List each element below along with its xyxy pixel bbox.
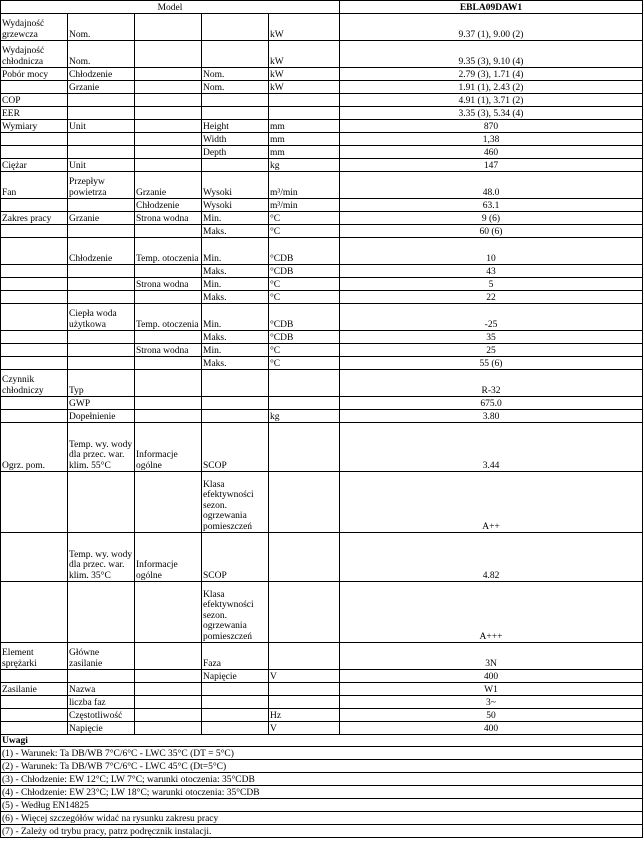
label-cell: Nom.	[68, 41, 135, 68]
label-cell	[68, 472, 135, 533]
label-cell	[1, 331, 68, 344]
table-row	[1, 533, 643, 582]
value-cell: 400	[340, 722, 643, 735]
label-cell: mm	[269, 133, 340, 146]
label-cell	[68, 107, 135, 120]
label-cell	[1, 357, 68, 370]
value-cell: 675.0	[340, 397, 643, 410]
label-cell: Width	[202, 133, 269, 146]
label-cell: Temp. wy. wody dla przec. war. klim. 55°C	[68, 423, 135, 472]
note-item: (7) - Zależy od trybu pracy, patrz podręcznik instalacji.	[1, 825, 643, 838]
label-cell: Zasilanie	[1, 683, 68, 696]
label-cell: Strona wodna	[135, 212, 202, 225]
table-row	[1, 582, 643, 643]
value-cell: 9.37 (1), 9.00 (2)	[340, 14, 643, 41]
table-row	[1, 278, 643, 291]
label-cell	[269, 582, 340, 643]
label-cell: Wysoki	[202, 199, 269, 212]
note-item: (6) - Więcej szczegółów widać na rysunku zakresu pracy	[1, 812, 643, 825]
label-cell	[135, 696, 202, 709]
label-cell: Ogrz. pom.	[1, 423, 68, 472]
table-row	[1, 410, 643, 423]
label-cell: Częstotliwość	[68, 709, 135, 722]
table-row	[1, 14, 643, 41]
table-row	[1, 265, 643, 278]
label-cell: Czynnik chłodniczy	[1, 370, 68, 397]
label-cell	[1, 670, 68, 683]
label-cell	[135, 291, 202, 304]
value-cell: -25	[340, 304, 643, 331]
label-cell: Wysoki	[202, 172, 269, 199]
label-cell: Grzanie	[68, 212, 135, 225]
value-cell: 9.35 (3), 9.10 (4)	[340, 41, 643, 68]
label-cell: °CDB	[269, 304, 340, 331]
label-cell	[68, 582, 135, 643]
label-cell	[68, 291, 135, 304]
value-cell: 1.91 (1), 2.43 (2)	[340, 81, 643, 94]
table-row	[1, 304, 643, 331]
label-cell: mm	[269, 146, 340, 159]
label-cell: Dopełnienie	[68, 410, 135, 423]
value-cell: 25	[340, 344, 643, 357]
label-cell: Chłodzenie	[68, 68, 135, 81]
table-row	[1, 120, 643, 133]
label-cell	[1, 265, 68, 278]
label-cell: V	[269, 670, 340, 683]
label-cell: °CDB	[269, 331, 340, 344]
label-cell: V	[269, 722, 340, 735]
label-cell: °CDB	[269, 265, 340, 278]
value-cell: 2.79 (3), 1.71 (4)	[340, 68, 643, 81]
value-cell: 1,38	[340, 133, 643, 146]
label-cell: Chłodzenie	[135, 199, 202, 212]
label-cell	[202, 107, 269, 120]
label-cell	[135, 370, 202, 397]
label-cell: Przepływ powietrza	[68, 172, 135, 199]
table-row	[1, 683, 643, 696]
label-cell: Min.	[202, 304, 269, 331]
label-cell	[202, 94, 269, 107]
value-cell: 460	[340, 146, 643, 159]
table-row	[1, 709, 643, 722]
value-cell: 3.35 (3), 5.34 (4)	[340, 107, 643, 120]
label-cell: Główne zasilanie	[68, 643, 135, 670]
label-cell: Grzanie	[68, 81, 135, 94]
label-cell	[269, 533, 340, 582]
label-cell	[269, 643, 340, 670]
label-cell: Klasa efektywności sezon. ogrzewania pomieszczeń	[202, 472, 269, 533]
label-cell	[135, 14, 202, 41]
label-cell: Temp. wy. wody dla przec. war. klim. 35°C	[68, 533, 135, 582]
label-cell: Strona wodna	[135, 278, 202, 291]
label-cell: Maks.	[202, 291, 269, 304]
label-cell: °C	[269, 278, 340, 291]
label-cell	[202, 397, 269, 410]
label-cell	[269, 472, 340, 533]
value-cell: A+++	[340, 582, 643, 643]
table-row	[1, 94, 643, 107]
table-row	[1, 159, 643, 172]
table-row	[1, 472, 643, 533]
label-cell	[269, 423, 340, 472]
label-cell: Napięcie	[68, 722, 135, 735]
label-cell: Informacje ogólne	[135, 533, 202, 582]
label-cell: Min.	[202, 212, 269, 225]
note-row	[1, 799, 643, 812]
label-cell	[202, 410, 269, 423]
table-row	[1, 146, 643, 159]
label-cell	[202, 696, 269, 709]
label-cell	[1, 472, 68, 533]
note-item: (5) - Według EN14825	[1, 799, 643, 812]
label-cell	[1, 304, 68, 331]
label-cell	[68, 265, 135, 278]
label-cell	[135, 120, 202, 133]
label-cell	[68, 225, 135, 238]
label-cell	[135, 331, 202, 344]
label-cell	[269, 696, 340, 709]
value-cell: 5	[340, 278, 643, 291]
value-cell: 3N	[340, 643, 643, 670]
label-cell: kW	[269, 41, 340, 68]
table-row	[1, 291, 643, 304]
value-cell: W1	[340, 683, 643, 696]
label-cell: kW	[269, 68, 340, 81]
note-item: (1) - Warunek: Ta DB/WB 7°C/6°C - LWC 35°C (DT = 5°C)	[1, 747, 643, 760]
value-cell: 50	[340, 709, 643, 722]
label-cell	[68, 146, 135, 159]
label-cell	[68, 94, 135, 107]
table-row	[1, 344, 643, 357]
label-cell	[269, 107, 340, 120]
label-cell: Napięcie	[202, 670, 269, 683]
note-item: (4) - Chłodzenie: EW 23°C; LW 18°C; warunki otoczenia: 35°CDB	[1, 786, 643, 799]
label-cell	[202, 159, 269, 172]
note-item: (2) - Warunek: Ta DB/WB 7°C/6°C - LWC 45°C (Dt=5°C)	[1, 760, 643, 773]
label-cell: °C	[269, 225, 340, 238]
label-cell	[1, 291, 68, 304]
label-cell: Hz	[269, 709, 340, 722]
label-cell	[135, 41, 202, 68]
value-cell: 4.82	[340, 533, 643, 582]
label-cell	[135, 410, 202, 423]
label-cell	[1, 133, 68, 146]
label-cell	[202, 14, 269, 41]
note-row	[1, 747, 643, 760]
label-cell	[135, 683, 202, 696]
table-row	[1, 722, 643, 735]
label-cell: kW	[269, 81, 340, 94]
label-cell: GWP	[68, 397, 135, 410]
label-cell: Zakres pracy	[1, 212, 68, 225]
label-cell	[135, 397, 202, 410]
label-cell: m³/min	[269, 172, 340, 199]
label-cell: Depth	[202, 146, 269, 159]
label-cell: Faza	[202, 643, 269, 670]
label-cell: Strona wodna	[135, 344, 202, 357]
table-row	[1, 199, 643, 212]
label-cell: Chłodzenie	[68, 238, 135, 265]
label-cell	[68, 133, 135, 146]
label-cell	[1, 722, 68, 735]
label-cell: Fan	[1, 172, 68, 199]
label-cell	[202, 722, 269, 735]
label-cell	[202, 370, 269, 397]
table-row	[1, 696, 643, 709]
label-cell: Informacje ogólne	[135, 423, 202, 472]
label-cell	[135, 643, 202, 670]
notes-title: Uwagi	[1, 735, 643, 747]
label-cell	[135, 709, 202, 722]
label-cell: EER	[1, 107, 68, 120]
label-cell: Wymiary	[1, 120, 68, 133]
label-cell	[1, 533, 68, 582]
note-item: (3) - Chłodzenie: EW 12°C; LW 7°C; warunki otoczenia: 35°CDB	[1, 773, 643, 786]
label-cell	[135, 225, 202, 238]
label-cell	[1, 225, 68, 238]
value-cell: 22	[340, 291, 643, 304]
label-cell	[135, 146, 202, 159]
label-cell: Nazwa	[68, 683, 135, 696]
note-row	[1, 786, 643, 799]
table-row	[1, 212, 643, 225]
label-cell: °C	[269, 357, 340, 370]
table-row	[1, 68, 643, 81]
value-cell: 10	[340, 238, 643, 265]
value-cell: 4.91 (1), 3.71 (2)	[340, 94, 643, 107]
label-cell: Ciężar	[1, 159, 68, 172]
label-cell: Nom.	[202, 81, 269, 94]
model-value: EBLA09DAW1	[340, 1, 643, 14]
table-row	[1, 670, 643, 683]
label-cell: SCOP	[202, 423, 269, 472]
label-cell: kg	[269, 410, 340, 423]
label-cell	[135, 722, 202, 735]
label-cell: Maks.	[202, 357, 269, 370]
label-cell: °CDB	[269, 238, 340, 265]
label-cell: Nom.	[68, 14, 135, 41]
label-cell: Min.	[202, 278, 269, 291]
label-cell	[1, 199, 68, 212]
value-cell: 55 (6)	[340, 357, 643, 370]
label-cell: Maks.	[202, 331, 269, 344]
table-row	[1, 81, 643, 94]
label-cell	[68, 670, 135, 683]
label-cell: COP	[1, 94, 68, 107]
label-cell: Unit	[68, 120, 135, 133]
value-cell: 870	[340, 120, 643, 133]
label-cell: Height	[202, 120, 269, 133]
label-cell	[135, 107, 202, 120]
label-cell: °C	[269, 344, 340, 357]
label-cell	[135, 133, 202, 146]
label-cell	[269, 683, 340, 696]
label-cell	[68, 331, 135, 344]
label-cell: Wydajność grzewcza	[1, 14, 68, 41]
label-cell: Maks.	[202, 265, 269, 278]
label-cell	[202, 683, 269, 696]
value-cell: 3.44	[340, 423, 643, 472]
table-row	[1, 370, 643, 397]
label-cell	[135, 582, 202, 643]
spec-table-body	[1, 1, 643, 735]
label-cell	[269, 370, 340, 397]
label-cell	[135, 265, 202, 278]
value-cell: 60 (6)	[340, 225, 643, 238]
note-row	[1, 825, 643, 838]
label-cell	[135, 357, 202, 370]
label-cell: °C	[269, 212, 340, 225]
notes	[1, 735, 643, 838]
label-cell	[1, 410, 68, 423]
model-label: Model	[1, 1, 340, 14]
value-cell: 35	[340, 331, 643, 344]
label-cell	[1, 709, 68, 722]
label-cell: Ciepła woda użytkowa	[68, 304, 135, 331]
label-cell: °C	[269, 291, 340, 304]
label-cell	[269, 94, 340, 107]
label-cell	[1, 582, 68, 643]
label-cell: Min.	[202, 238, 269, 265]
value-cell: 3.80	[340, 410, 643, 423]
label-cell: Temp. otoczenia	[135, 238, 202, 265]
label-cell	[135, 94, 202, 107]
label-cell: Nom.	[202, 68, 269, 81]
label-cell	[68, 357, 135, 370]
value-cell: 400	[340, 670, 643, 683]
table-row	[1, 172, 643, 199]
label-cell: kW	[269, 14, 340, 41]
label-cell: SCOP	[202, 533, 269, 582]
value-cell: 48.0	[340, 172, 643, 199]
label-cell	[1, 397, 68, 410]
table-row	[1, 357, 643, 370]
note-row	[1, 773, 643, 786]
note-row	[1, 760, 643, 773]
table-row	[1, 331, 643, 344]
table-row	[1, 238, 643, 265]
table-row	[1, 107, 643, 120]
label-cell	[135, 81, 202, 94]
note-row	[1, 812, 643, 825]
label-cell: m³/min	[269, 199, 340, 212]
label-cell: Klasa efektywności sezon. ogrzewania pomieszczeń	[202, 582, 269, 643]
label-cell	[135, 68, 202, 81]
label-cell	[1, 238, 68, 265]
label-cell: Min.	[202, 344, 269, 357]
label-cell	[68, 344, 135, 357]
label-cell	[68, 199, 135, 212]
value-cell: A++	[340, 472, 643, 533]
label-cell: Typ	[68, 370, 135, 397]
notes-title-row	[1, 735, 643, 747]
label-cell	[68, 278, 135, 291]
value-cell: 147	[340, 159, 643, 172]
label-cell	[135, 159, 202, 172]
label-cell: Grzanie	[135, 172, 202, 199]
label-cell: Pobór mocy	[1, 68, 68, 81]
value-cell: R-32	[340, 370, 643, 397]
table-row	[1, 423, 643, 472]
value-cell: 63.1	[340, 199, 643, 212]
label-cell: Maks.	[202, 225, 269, 238]
label-cell	[1, 81, 68, 94]
label-cell	[1, 278, 68, 291]
table-row	[1, 397, 643, 410]
label-cell	[135, 472, 202, 533]
label-cell	[1, 146, 68, 159]
table-row	[1, 41, 643, 68]
label-cell	[135, 670, 202, 683]
label-cell	[269, 397, 340, 410]
value-cell: 43	[340, 265, 643, 278]
label-cell: liczba faz	[68, 696, 135, 709]
label-cell: mm	[269, 120, 340, 133]
label-cell	[1, 696, 68, 709]
value-cell: 3~	[340, 696, 643, 709]
value-cell: 9 (6)	[340, 212, 643, 225]
label-cell	[202, 709, 269, 722]
table-row	[1, 643, 643, 670]
label-cell: Unit	[68, 159, 135, 172]
label-cell: Element sprężarki	[1, 643, 68, 670]
table-row	[1, 133, 643, 146]
header-row	[1, 1, 643, 14]
label-cell: Temp. otoczenia	[135, 304, 202, 331]
label-cell: kg	[269, 159, 340, 172]
label-cell	[202, 41, 269, 68]
label-cell	[1, 344, 68, 357]
label-cell: Wydajność chłodnicza	[1, 41, 68, 68]
table-row	[1, 225, 643, 238]
